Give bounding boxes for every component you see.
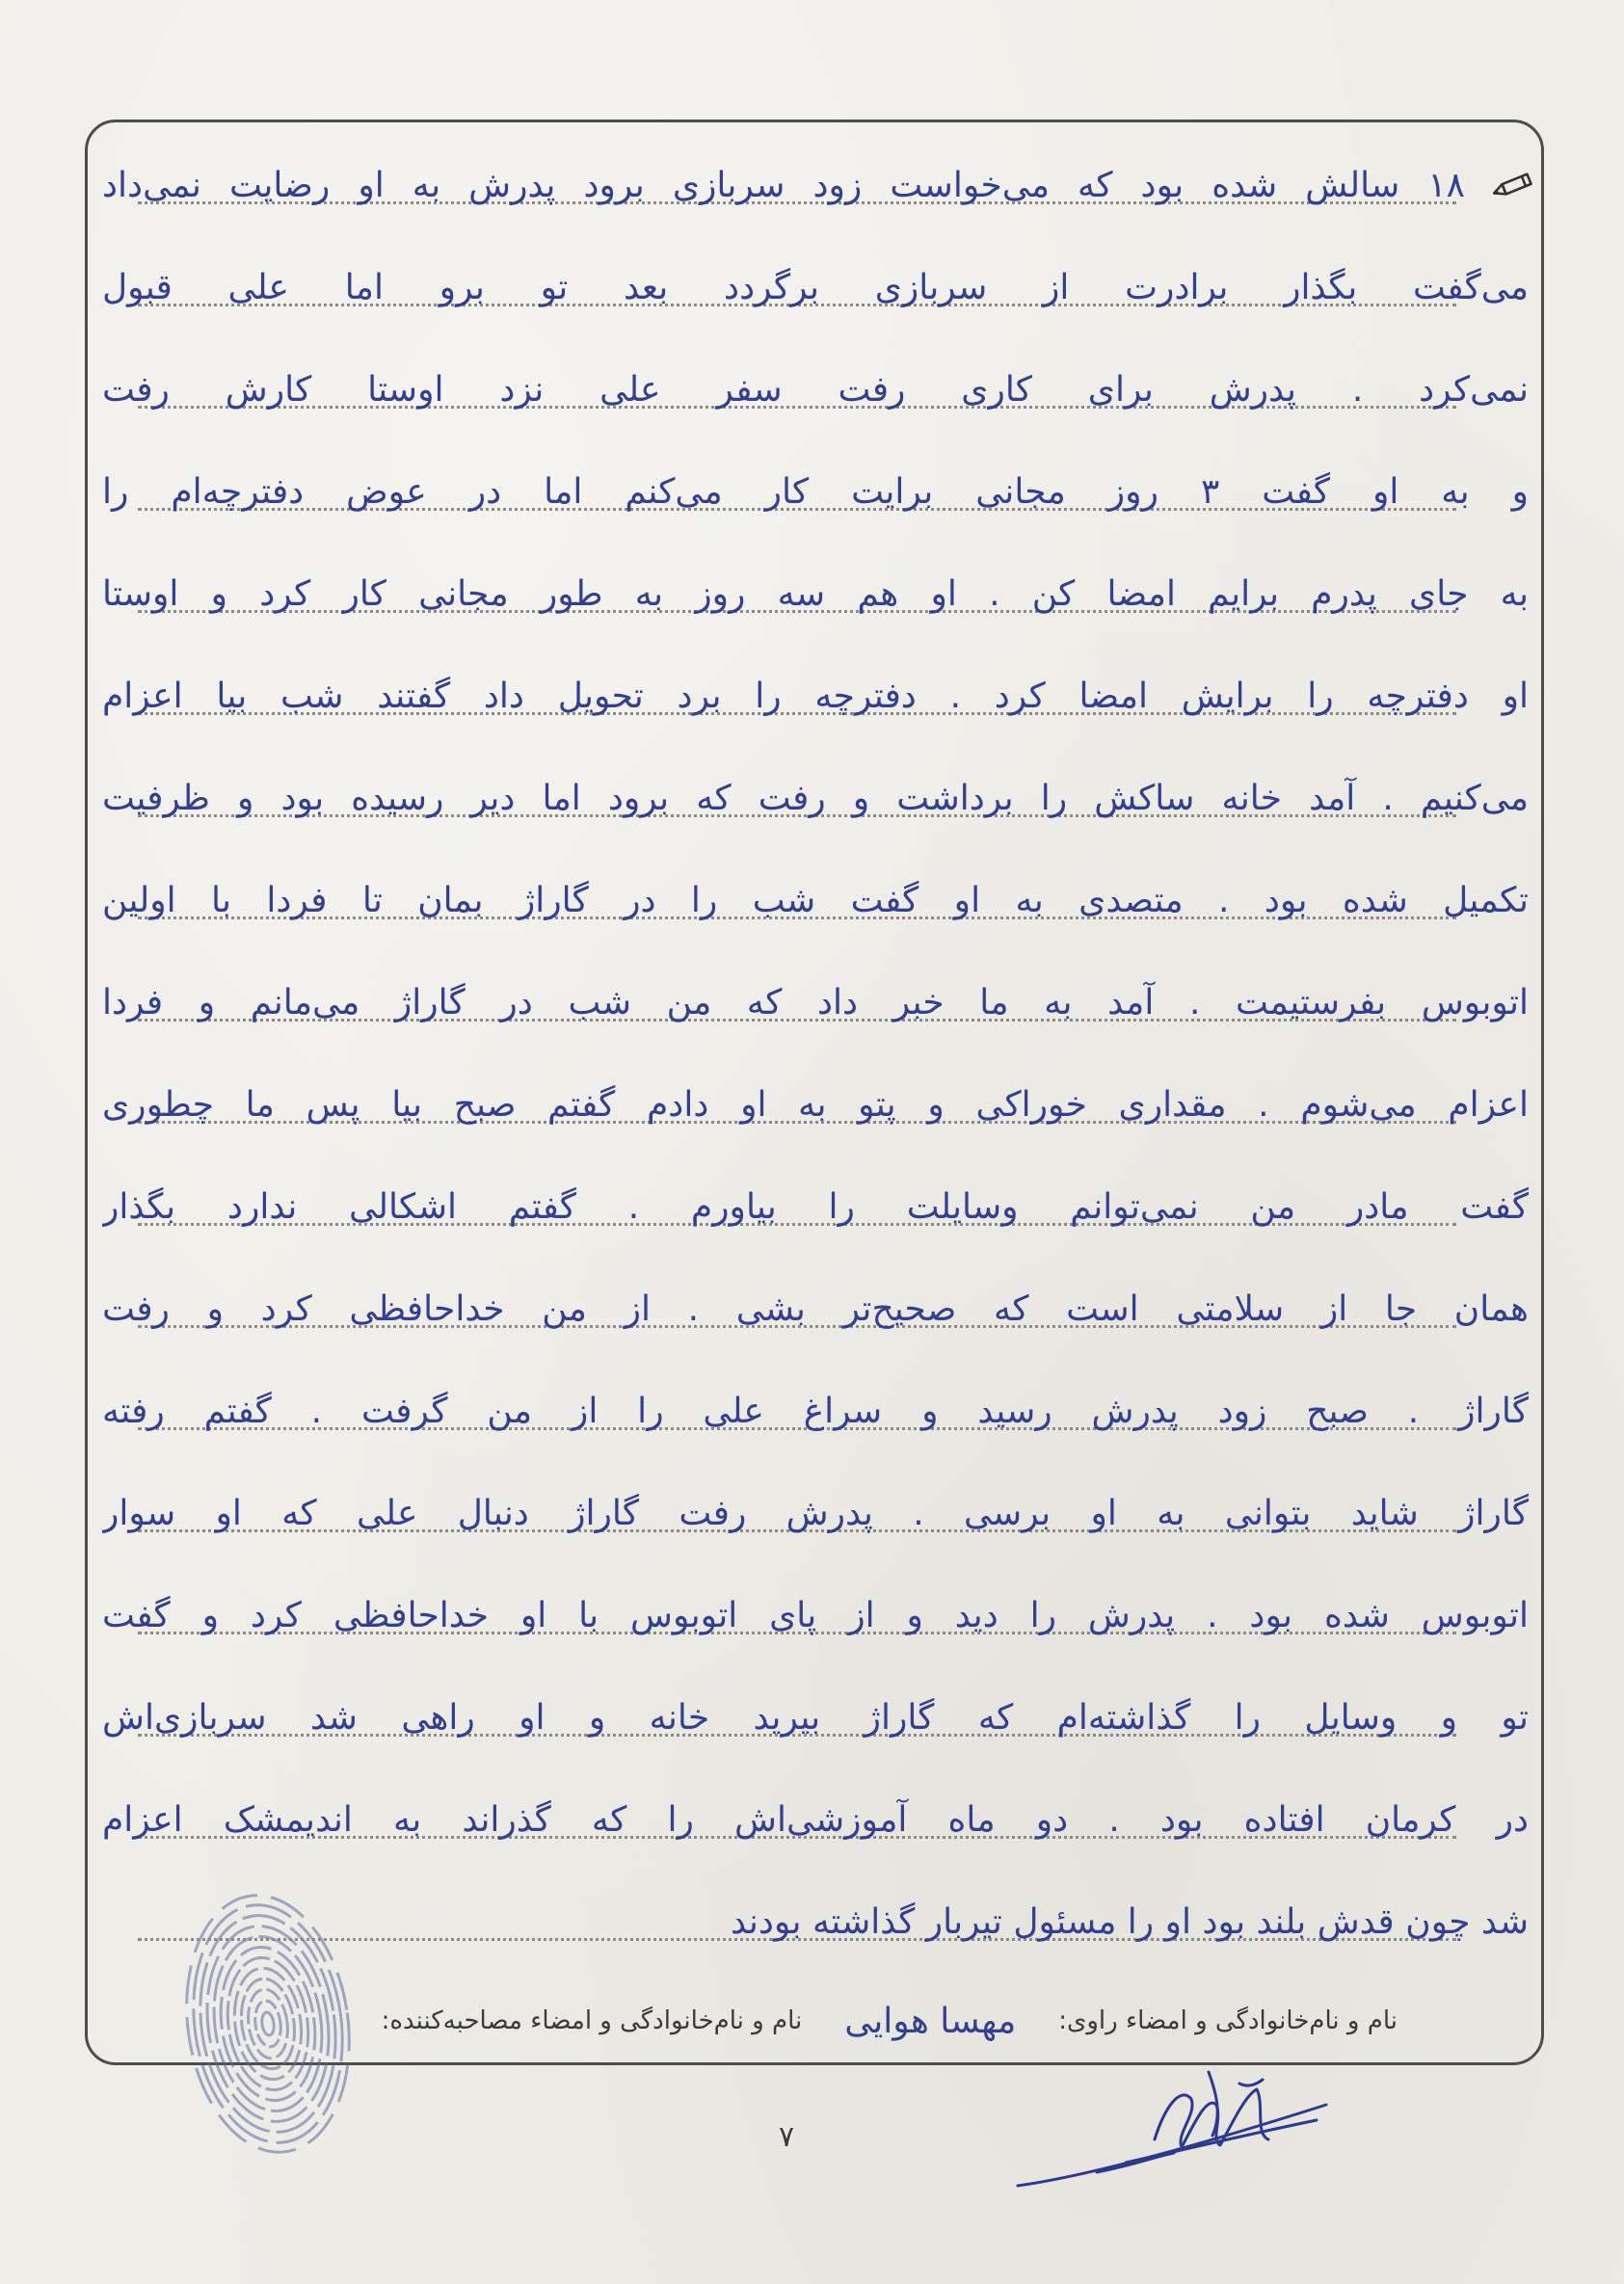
text-line: او دفترچه را برایش امضا کرد . دفترچه را برد تحویل داد گفتند شب بیا اعزام (102, 646, 1529, 748)
text-line: به جای پدرم برایم امضا کن . او هم سه روز به طور مجانی کار کرد و اوستا (102, 544, 1529, 646)
text-line: می‌کنیم . آمد خانه ساکش را برداشت و رفت که برود اما دیر رسیده بود و ظرفیت (102, 748, 1529, 850)
fingerprint (179, 1887, 357, 2161)
text-line: شد چون قدش بلند بود او را مسئول تیربار گذاشته بودند (102, 1872, 1529, 1974)
text-line: ۱۸ سالش شده بود که می‌خواست زود سربازی برود پدرش به او رضایت نمی‌داد (102, 135, 1529, 237)
text-line: اتوبوس شده بود . پدرش را دید و از پای اتوبوس با او خداحافظی کرد و گفت (102, 1565, 1529, 1667)
text-line: تکمیل شده بود . متصدی به او گفت شب را در گاراژ بمان تا فردا با اولین (102, 850, 1529, 952)
text-line: در کرمان افتاده بود . دو ماه آموزشی‌اش را که گذراند به اندیمشک اعزام (102, 1769, 1529, 1872)
handwritten-body (102, 135, 1529, 1974)
text-line: گفت مادر من نمی‌توانم وسایلت را بیاورم . گفتم اشکالی ندارد بگذار (102, 1156, 1529, 1259)
narrator-label: نام و نام‌خانوادگی و امضاء راوی: (1058, 2006, 1398, 2035)
page-number: ۷ (778, 2120, 795, 2154)
text-line: همان جا از سلامتی است که صحیح‌تر بشی . از من خداحافظی کرد و رفت (102, 1259, 1529, 1361)
text-line: اتوبوس بفرستیمت . آمد به ما خبر داد که من شب در گاراژ می‌مانم و فردا (102, 952, 1529, 1054)
text-line: نمی‌کرد . پدرش برای کاری رفت سفر علی نزد اوستا کارش رفت (102, 339, 1529, 441)
text-line: می‌گفت بگذار برادرت از سربازی برگردد بعد تو برو اما علی قبول (102, 237, 1529, 339)
handwritten-name: مهسا هوایی (844, 2001, 1017, 2041)
text-line: و به او گفت ۳ روز مجانی برایت کار می‌کنم اما در عوض دفترچه‌ام را (102, 441, 1529, 544)
interviewer-label: نام و نام‌خانوادگی و امضاء مصاحبه‌کننده: (381, 2006, 803, 2035)
signature (1010, 2064, 1334, 2201)
text-line: گاراژ شاید بتوانی به او برسی . پدرش رفت گاراژ دنبال علی که او سوار (102, 1463, 1529, 1565)
text-line: اعزام می‌شوم . مقداری خوراکی و پتو به او دادم گفتم صبح بیا پس ما چطوری (102, 1054, 1529, 1156)
text-line: تو و وسایل را گذاشته‌ام که گاراژ بیرید خانه و او راهی شد سربازی‌اش (102, 1667, 1529, 1769)
text-line: گاراژ . صبح زود پدرش رسید و سراغ علی را از من گرفت . گفتم رفته (102, 1361, 1529, 1463)
